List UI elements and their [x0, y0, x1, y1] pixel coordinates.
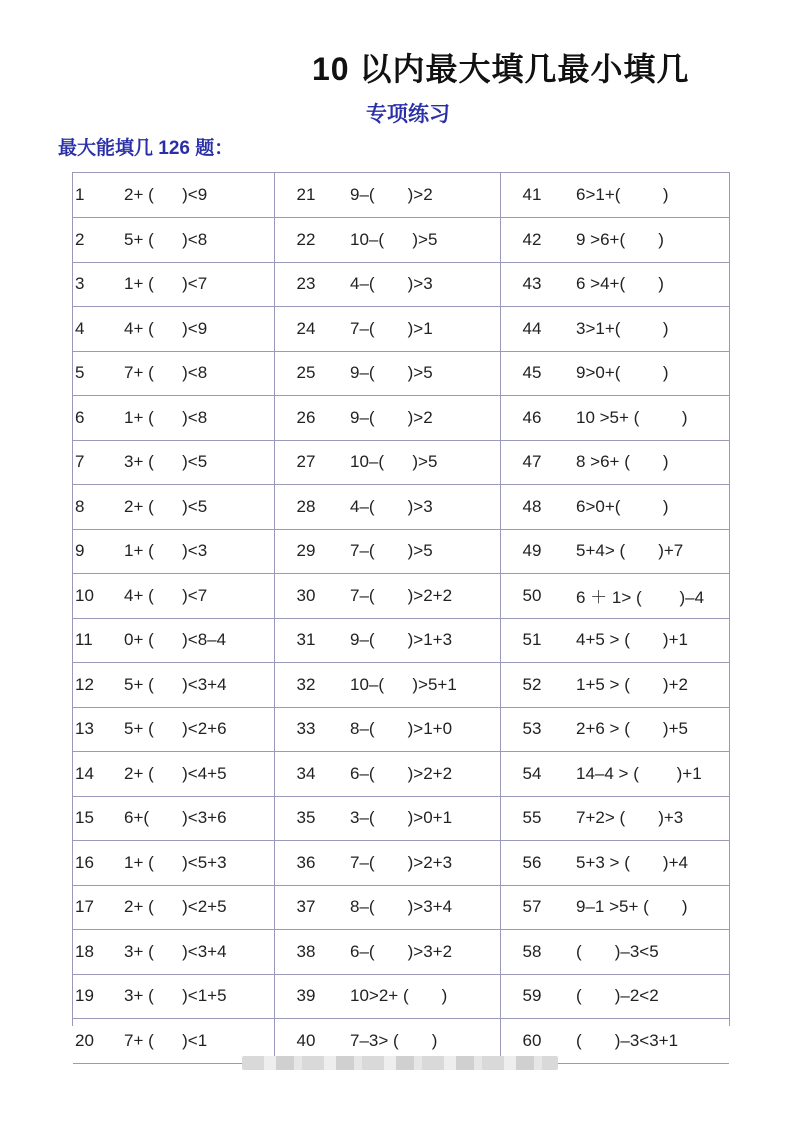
question-expression: 5+ ( )<8: [124, 218, 274, 263]
question-number: 54: [522, 763, 542, 783]
question-number: 20: [75, 1030, 94, 1050]
question-number: 37: [296, 897, 316, 917]
question-number: 53: [522, 719, 542, 739]
question-expression: 8 >6+ ( ): [576, 452, 669, 472]
question-expression: 3–( )>0+1: [350, 796, 500, 841]
question-expression: 1+5 > ( )+2: [576, 674, 688, 694]
question-expression: 9–( )>5: [350, 351, 500, 396]
question-number: 11: [75, 630, 93, 650]
question-number: 31: [296, 630, 316, 650]
question-expression: 2+ ( )<4+5: [124, 752, 274, 797]
question-number: 18: [75, 941, 94, 961]
question-expression: 1+ ( )<5+3: [124, 841, 274, 886]
question-number: 33: [296, 719, 316, 739]
table-row: [73, 974, 729, 1019]
question-expression: 1+ ( )<7: [124, 262, 274, 307]
question-expression: 3+ ( )<5: [124, 440, 274, 485]
question-number: 48: [522, 496, 542, 516]
question-expression: 7+ ( )<1: [124, 1019, 274, 1064]
question-number: 45: [522, 363, 542, 383]
question-number: 56: [522, 852, 542, 872]
question-expression: 1+ ( )<8: [124, 396, 274, 441]
question-expression: 7–( )>1: [350, 307, 500, 352]
page-subtitle: 专项练习: [366, 103, 450, 126]
question-expression: 4+5 > ( )+1: [576, 630, 688, 650]
question-number: 23: [296, 274, 316, 294]
question-expression: 4–( )>3: [350, 262, 500, 307]
question-expression: 9–( )>2: [350, 173, 500, 218]
question-number: 29: [296, 541, 316, 561]
question-number: 7: [75, 452, 85, 472]
question-expression: 3+ ( )<3+4: [124, 930, 274, 975]
table-row: [73, 262, 729, 307]
question-expression: 7–3> ( ): [350, 1019, 500, 1064]
question-number: 55: [522, 808, 542, 828]
question-number: 39: [296, 986, 316, 1006]
table-row: [73, 485, 729, 530]
question-number: 24: [296, 318, 316, 338]
question-expression: 10–( )>5+1: [350, 663, 500, 708]
question-expression: 3>1+( ): [576, 318, 669, 338]
table-row: [73, 396, 729, 441]
question-number: 46: [522, 407, 542, 427]
question-expression: 9–( )>2: [350, 396, 500, 441]
question-number: 9: [75, 541, 85, 561]
question-expression: ( )–2<2: [576, 986, 659, 1006]
question-number: 58: [522, 941, 542, 961]
question-number: 28: [296, 496, 316, 516]
question-expression: 6 ＋ 1> ( )–4: [576, 588, 705, 608]
question-expression: 2+ ( )<2+5: [124, 885, 274, 930]
question-number: 12: [75, 674, 94, 694]
question-number: 25: [296, 363, 316, 383]
question-number: 36: [296, 852, 316, 872]
question-number: 6: [75, 407, 85, 427]
page-title: 10 以内最大填几最小填几: [312, 51, 690, 87]
question-expression: 6 >4+( ): [576, 274, 664, 294]
question-number: 17: [75, 897, 94, 917]
question-number: 26: [296, 407, 316, 427]
question-number: 52: [522, 674, 542, 694]
question-expression: ( )–3<5: [576, 941, 659, 961]
question-number: 1: [75, 185, 85, 204]
question-expression: 10–( )>5: [350, 218, 500, 263]
section-heading: 最大能填几 126 题：: [58, 138, 234, 159]
question-number: 27: [296, 452, 316, 472]
question-expression: 6>1+( ): [576, 185, 669, 204]
question-number: 21: [296, 185, 316, 204]
question-number: 40: [296, 1030, 316, 1050]
question-expression: 2+6 > ( )+5: [576, 719, 688, 739]
table-row: [73, 752, 729, 797]
table-row: [73, 707, 729, 752]
question-expression: 7–( )>5: [350, 529, 500, 574]
question-expression: 7–( )>2+2: [350, 574, 500, 619]
question-expression: 5+ ( )<2+6: [124, 707, 274, 752]
table-row: [73, 841, 729, 886]
question-expression: 10 >5+ ( ): [576, 407, 688, 427]
question-expression: 9–1 >5+ ( ): [576, 897, 688, 917]
exercise-table-body: [73, 173, 729, 1063]
question-number: 42: [522, 229, 542, 249]
question-number: 3: [75, 274, 85, 294]
question-number: 10: [75, 585, 94, 605]
table-row: [73, 218, 729, 263]
question-number: 57: [522, 897, 542, 917]
question-number: 4: [75, 318, 85, 338]
question-expression: 9 >6+( ): [576, 229, 664, 249]
question-number: 34: [296, 763, 316, 783]
question-expression: 8–( )>3+4: [350, 885, 500, 930]
question-expression: 5+ ( )<3+4: [124, 663, 274, 708]
question-expression: 1+ ( )<3: [124, 529, 274, 574]
question-number: 19: [75, 986, 94, 1006]
question-expression: 7–( )>2+3: [350, 841, 500, 886]
question-expression: 5+3 > ( )+4: [576, 852, 688, 872]
question-expression: 2+ ( )<9: [124, 173, 274, 218]
question-expression: 5+4> ( )+7: [576, 541, 684, 561]
question-expression: 4+ ( )<7: [124, 574, 274, 619]
question-number: 22: [296, 229, 316, 249]
question-expression: 4+ ( )<9: [124, 307, 274, 352]
table-row: [73, 529, 729, 574]
exercise-table: [73, 173, 729, 1064]
question-number: 49: [522, 541, 542, 561]
question-expression: 3+ ( )<1+5: [124, 974, 274, 1019]
question-number: 35: [296, 808, 316, 828]
question-number: 51: [522, 630, 542, 650]
question-expression: 6–( )>3+2: [350, 930, 500, 975]
question-number: 30: [296, 585, 316, 605]
question-expression: 6–( )>2+2: [350, 752, 500, 797]
table-row: [73, 618, 729, 663]
question-number: 14: [75, 763, 94, 783]
question-number: 50: [522, 585, 542, 605]
question-expression: 9>0+( ): [576, 363, 669, 383]
question-number: 32: [296, 674, 316, 694]
question-expression: 9–( )>1+3: [350, 618, 500, 663]
exercise-sheet: [72, 172, 730, 1050]
question-number: 44: [522, 318, 542, 338]
question-expression: 10>2+ ( ): [350, 974, 500, 1019]
table-row: [73, 440, 729, 485]
question-number: 60: [522, 1030, 542, 1050]
question-number: 5: [75, 363, 85, 383]
table-row: [73, 307, 729, 352]
question-expression: 4–( )>3: [350, 485, 500, 530]
table-row: [73, 574, 729, 619]
question-expression: 6>0+( ): [576, 496, 669, 516]
table-row: [73, 930, 729, 975]
table-row: [73, 351, 729, 396]
question-expression: 6+( )<3+6: [124, 796, 274, 841]
table-row: [73, 173, 729, 218]
question-number: 41: [522, 185, 542, 204]
table-row: [73, 885, 729, 930]
question-number: 15: [75, 808, 94, 828]
question-number: 38: [296, 941, 316, 961]
question-number: 13: [75, 719, 94, 739]
question-expression: 10–( )>5: [350, 440, 500, 485]
question-number: 43: [522, 274, 542, 294]
blurred-footer-bar: [242, 1056, 558, 1070]
table-row: [73, 796, 729, 841]
question-expression: ( )–3<3+1: [576, 1030, 679, 1050]
question-number: 8: [75, 496, 85, 516]
question-expression: 14–4 > ( )+1: [576, 763, 702, 783]
question-number: 16: [75, 852, 94, 872]
table-row: [73, 663, 729, 708]
question-number: 47: [522, 452, 542, 472]
question-expression: 7+2> ( )+3: [576, 808, 684, 828]
question-number: 2: [75, 229, 85, 249]
question-expression: 2+ ( )<5: [124, 485, 274, 530]
question-expression: 7+ ( )<8: [124, 351, 274, 396]
question-number: 59: [522, 986, 542, 1006]
question-expression: 0+ ( )<8–4: [124, 618, 274, 663]
question-expression: 8–( )>1+0: [350, 707, 500, 752]
